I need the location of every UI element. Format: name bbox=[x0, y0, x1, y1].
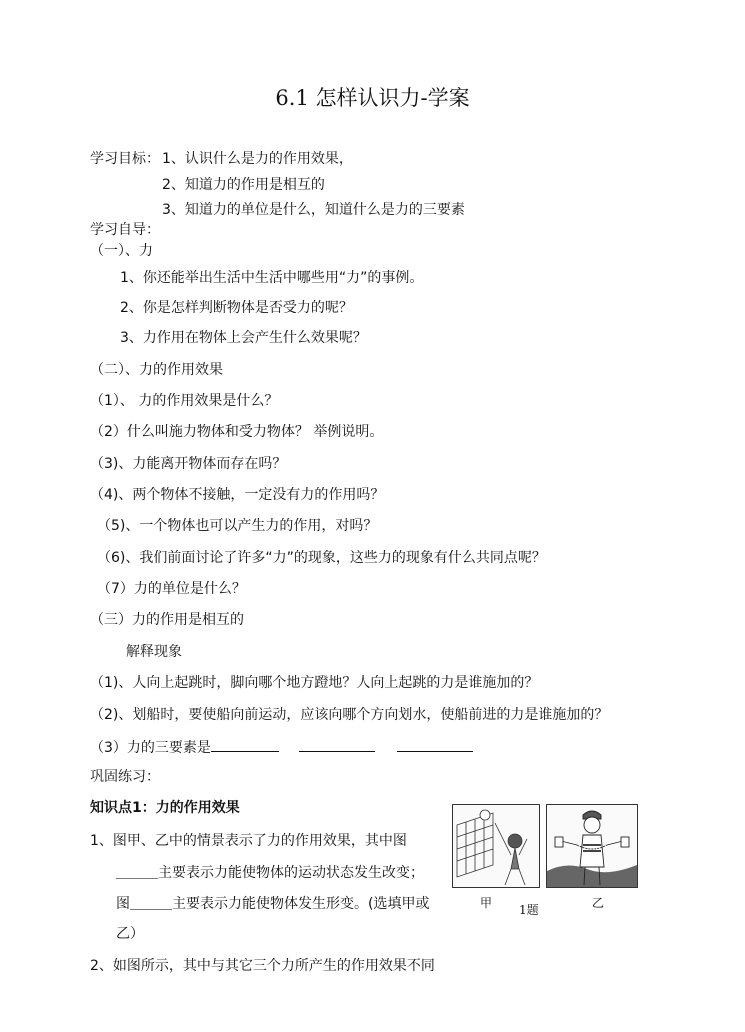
chest-expander-illustration bbox=[547, 805, 637, 887]
figure-label-jia: 甲 bbox=[480, 896, 493, 910]
question-item: 3、力作用在物体上会产生什么效果呢？ bbox=[120, 330, 367, 346]
objective-item: 3、知道力的单位是什么，知道什么是力的三要素 bbox=[162, 202, 465, 218]
section-heading: （一）、力 bbox=[90, 243, 153, 259]
question-item: 2、你是怎样判断物体是否受力的呢？ bbox=[120, 300, 353, 316]
page-title: 6.1 怎样认识力-学案 bbox=[275, 86, 470, 110]
answer-blank[interactable] bbox=[211, 737, 279, 752]
question-line: 1、图甲、乙中的情景表示了力的作用效果，其中图 bbox=[90, 833, 407, 849]
question-item: （5)、一个物体也可以产生力的作用，对吗？ bbox=[97, 518, 378, 534]
question-line: ＿＿＿主要表示力能使物体的运动状态发生改变； bbox=[116, 865, 424, 881]
section-heading: （二）、力的作用效果 bbox=[90, 362, 223, 378]
objectives-label: 学习目标： bbox=[90, 151, 160, 167]
question-item: （7）力的单位是什么？ bbox=[97, 581, 246, 597]
answer-blank[interactable] bbox=[397, 737, 473, 752]
guide-label: 学习自导： bbox=[90, 222, 160, 238]
question-item: （2）什么叫施力物体和受力物体？ 举例说明。 bbox=[90, 424, 384, 440]
question-line: 乙） bbox=[116, 926, 144, 942]
question-item: （1）、 力的作用效果是什么？ bbox=[90, 393, 279, 409]
question-item: （1)、人向上起跳时，脚向哪个地方蹬地？人向上起跳的力是谁施加的？ bbox=[90, 675, 539, 691]
three-elements-label: （3）力的三要素是 bbox=[90, 740, 211, 756]
knowledge-point-heading: 知识点1：力的作用效果 bbox=[90, 800, 240, 816]
practice-label: 巩固练习： bbox=[90, 769, 160, 785]
objective-item: 2、知道力的作用是相互的 bbox=[162, 177, 325, 193]
question-line: 图＿＿＿主要表示力能使物体发生形变。(选填甲或 bbox=[116, 896, 430, 912]
question-item: （4)、两个物体不接触，一定没有力的作用吗？ bbox=[90, 487, 385, 503]
question-item: （6)、我们前面讨论了许多“力”的现象，这些力的现象有什么共同点呢？ bbox=[97, 550, 546, 566]
volleyball-net-illustration bbox=[453, 805, 539, 887]
three-elements-question bbox=[90, 737, 473, 757]
section-subheading: 解释现象 bbox=[126, 644, 182, 660]
question-line: 2、如图所示，其中与其它三个力所产生的作用效果不同 bbox=[90, 958, 435, 974]
question-item: （3)、力能离开物体而存在吗？ bbox=[90, 456, 287, 472]
figure-caption: 1题 bbox=[519, 903, 539, 917]
figure-jia bbox=[452, 804, 540, 888]
section-heading: （三）力的作用是相互的 bbox=[90, 612, 244, 628]
answer-blank[interactable] bbox=[299, 737, 375, 752]
objective-item: 1、认识什么是力的作用效果， bbox=[162, 151, 353, 167]
question-item: （2)、划船时，要使船向前运动，应该向哪个方向划水，使船前进的力是谁施加的？ bbox=[90, 707, 609, 723]
figure-label-yi: 乙 bbox=[592, 896, 605, 910]
question-item: 1、你还能举出生活中生活中哪些用“力”的事例。 bbox=[120, 270, 424, 286]
figure-yi bbox=[546, 804, 638, 888]
